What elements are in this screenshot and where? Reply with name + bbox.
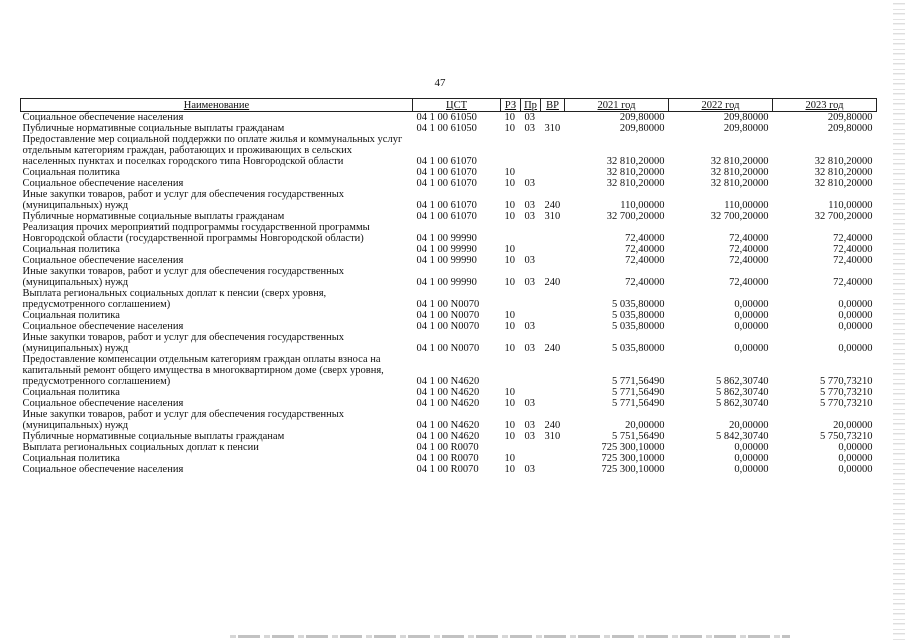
table-row — [21, 222, 877, 244]
row-2021: 72,40000 — [625, 244, 665, 255]
row-2023: 5 750,73210 — [820, 431, 873, 442]
row-2023: 0,00000 — [838, 343, 873, 354]
row-vr — [541, 464, 565, 475]
row-pr: 03 — [524, 277, 535, 288]
row-pr: 03 — [524, 343, 535, 354]
header-rz: РЗ — [501, 99, 521, 112]
row-2023: 5 770,73210 — [820, 387, 873, 398]
row-2021: 725 300,10000 — [601, 464, 665, 475]
row-2023: 0,00000 — [838, 442, 873, 453]
row-vr: 240 — [544, 420, 561, 431]
row-2022: 72,40000 — [729, 277, 769, 288]
row-2022: 110,00000 — [724, 200, 769, 211]
table-row — [21, 288, 877, 310]
row-cst: 04 1 00 99990 — [416, 233, 477, 244]
row-pr: 03 — [524, 178, 535, 189]
row-name: Иные закупки товаров, работ и услуг для обеспечения государственных (муниципальных) нужд — [22, 332, 345, 354]
row-rz — [501, 222, 521, 244]
row-2021: 5 035,80000 — [612, 343, 665, 354]
row-rz — [501, 134, 521, 167]
row-name: Социальная политика — [22, 453, 120, 464]
row-name: Социальная политика — [22, 310, 120, 321]
row-pr: 03 — [524, 211, 535, 222]
row-2022: 0,00000 — [734, 310, 769, 321]
row-2023: 72,40000 — [833, 233, 873, 244]
table-row — [21, 255, 877, 266]
row-rz: 10 — [504, 420, 515, 431]
row-cst: 04 1 00 N0070 — [416, 299, 480, 310]
row-name: Социальное обеспечение населения — [22, 321, 184, 332]
header-2022: 2022 год — [669, 99, 773, 112]
row-cst: 04 1 00 99990 — [416, 244, 477, 255]
row-2021: 72,40000 — [625, 255, 665, 266]
row-cst: 04 1 00 61070 — [416, 167, 477, 178]
scan-bottom-artifact — [230, 635, 790, 638]
row-rz: 10 — [504, 244, 515, 255]
row-name: Социальная политика — [22, 167, 120, 178]
table-row — [21, 453, 877, 464]
row-2023: 72,40000 — [833, 244, 873, 255]
table-row — [21, 332, 877, 354]
row-2022: 0,00000 — [734, 299, 769, 310]
row-pr — [521, 387, 541, 398]
table-header — [21, 99, 877, 112]
row-vr — [541, 178, 565, 189]
row-cst: 04 1 00 61070 — [416, 200, 477, 211]
row-vr — [541, 167, 565, 178]
table-row — [21, 211, 877, 222]
row-pr: 03 — [524, 112, 535, 123]
scan-edge-artifact — [893, 0, 905, 640]
row-pr: 03 — [524, 200, 535, 211]
row-2023: 110,00000 — [828, 200, 873, 211]
row-rz: 10 — [504, 167, 515, 178]
row-2022: 0,00000 — [734, 321, 769, 332]
row-name: Социальная политика — [22, 244, 120, 255]
row-vr — [541, 222, 565, 244]
row-2023: 0,00000 — [838, 321, 873, 332]
row-name: Иные закупки товаров, работ и услуг для обеспечения государственных (муниципальных) нужд — [22, 189, 345, 211]
row-name: Выплата региональных социальных доплат к пенсии — [22, 442, 259, 453]
row-name: Публичные нормативные социальные выплаты гражданам — [22, 123, 285, 134]
row-rz: 10 — [504, 310, 515, 321]
row-vr — [541, 244, 565, 255]
row-rz: 10 — [504, 321, 515, 332]
row-2023: 0,00000 — [838, 464, 873, 475]
table-row — [21, 167, 877, 178]
row-2021: 5 035,80000 — [612, 321, 665, 332]
row-cst: 04 1 00 N4620 — [416, 387, 480, 398]
row-2021: 5 771,56490 — [612, 387, 665, 398]
row-rz: 10 — [504, 453, 515, 464]
row-name: Социальное обеспечение населения — [22, 178, 184, 189]
row-vr — [541, 255, 565, 266]
row-pr — [521, 222, 541, 244]
row-2021: 725 300,10000 — [601, 453, 665, 464]
table-body — [21, 112, 877, 476]
row-pr: 03 — [524, 398, 535, 409]
row-cst: 04 1 00 N4620 — [416, 420, 480, 431]
row-vr — [541, 354, 565, 387]
row-name: Социальное обеспечение населения — [22, 398, 184, 409]
row-vr — [541, 112, 565, 124]
row-2021: 20,00000 — [625, 420, 665, 431]
row-name: Предоставление мер социальной поддержки по оплате жилья и коммунальных услуг отдельным категориям граждан, работающих и проживающих в сельских населенных пунктах и поселках городского типа Новгородской области — [22, 134, 403, 167]
row-vr — [541, 398, 565, 409]
row-cst: 04 1 00 N4620 — [416, 376, 480, 387]
row-vr — [541, 288, 565, 310]
row-cst: 04 1 00 N4620 — [416, 398, 480, 409]
row-2022: 72,40000 — [729, 244, 769, 255]
row-2022: 32 810,20000 — [710, 178, 769, 189]
row-vr: 310 — [544, 431, 561, 442]
budget-table — [20, 98, 877, 475]
row-2021: 72,40000 — [625, 277, 665, 288]
row-vr — [541, 134, 565, 167]
row-rz: 10 — [504, 464, 515, 475]
row-2022: 32 810,20000 — [710, 156, 769, 167]
row-2023: 209,80000 — [827, 123, 873, 134]
table-row — [21, 134, 877, 167]
row-pr: 03 — [524, 255, 535, 266]
header-vr: ВР — [541, 99, 565, 112]
row-2021: 32 810,20000 — [606, 178, 665, 189]
row-2023: 72,40000 — [833, 277, 873, 288]
row-2023: 0,00000 — [838, 453, 873, 464]
row-cst: 04 1 00 N0070 — [416, 321, 480, 332]
row-name: Выплата региональных социальных доплат к пенсии (сверх уровня, предусмотренного соглашением) — [22, 288, 327, 310]
row-2022: 0,00000 — [734, 442, 769, 453]
row-2021: 209,80000 — [619, 112, 665, 123]
row-2021: 209,80000 — [619, 123, 665, 134]
header-2021: 2021 год — [565, 99, 669, 112]
row-rz: 10 — [504, 277, 515, 288]
table-row — [21, 442, 877, 453]
row-cst: 04 1 00 R0070 — [416, 453, 479, 464]
row-2021: 32 810,20000 — [606, 156, 665, 167]
table-row — [21, 354, 877, 387]
row-2022: 0,00000 — [734, 343, 769, 354]
row-2023: 5 770,73210 — [820, 376, 873, 387]
row-2022: 209,80000 — [723, 112, 769, 123]
row-vr: 310 — [544, 123, 561, 134]
row-rz — [501, 288, 521, 310]
header-cst: ЦСТ — [413, 99, 501, 112]
row-vr: 240 — [544, 343, 561, 354]
row-2021: 5 751,56490 — [612, 431, 665, 442]
row-2022: 32 700,20000 — [710, 211, 769, 222]
row-name: Публичные нормативные социальные выплаты гражданам — [22, 431, 285, 442]
row-2021: 5 035,80000 — [612, 310, 665, 321]
row-pr — [521, 244, 541, 255]
row-2023: 20,00000 — [833, 420, 873, 431]
row-rz: 10 — [504, 343, 515, 354]
row-cst: 04 1 00 61050 — [416, 123, 477, 134]
row-name: Предоставление компенсации отдельным категориям граждан оплаты взноса на капитальный ремонт общего имущества в многоквартирном доме (сверх уровня, предусмотренного соглашением) — [22, 354, 384, 387]
row-2023: 0,00000 — [838, 299, 873, 310]
row-2023: 32 810,20000 — [814, 167, 873, 178]
row-2022: 5 862,30740 — [716, 398, 769, 409]
row-2021: 32 700,20000 — [606, 211, 665, 222]
row-2021: 110,00000 — [620, 200, 665, 211]
header-2023: 2023 год — [773, 99, 877, 112]
row-name: Публичные нормативные социальные выплаты гражданам — [22, 211, 285, 222]
row-2023: 32 810,20000 — [814, 178, 873, 189]
row-pr — [521, 354, 541, 387]
row-2022: 5 862,30740 — [716, 387, 769, 398]
row-pr — [521, 453, 541, 464]
row-vr — [541, 442, 565, 453]
row-vr — [541, 453, 565, 464]
row-rz: 10 — [504, 200, 515, 211]
row-rz: 10 — [504, 112, 515, 123]
row-2022: 72,40000 — [729, 255, 769, 266]
row-2023: 209,80000 — [827, 112, 873, 123]
row-name: Реализация прочих мероприятий подпрограммы государственной программы Новгородской области (государственной программы Новгородской области) — [22, 222, 370, 244]
row-name: Иные закупки товаров, работ и услуг для обеспечения государственных (муниципальных) нужд — [22, 266, 345, 288]
row-pr — [521, 442, 541, 453]
header-pr: Пр — [521, 99, 541, 112]
row-vr — [541, 321, 565, 332]
row-rz: 10 — [504, 431, 515, 442]
row-2021: 72,40000 — [625, 233, 665, 244]
row-pr: 03 — [524, 123, 535, 134]
table-row — [21, 464, 877, 475]
row-2021: 725 300,10000 — [601, 442, 665, 453]
row-2021: 5 771,56490 — [612, 398, 665, 409]
row-vr: 240 — [544, 277, 561, 288]
row-2023: 0,00000 — [838, 310, 873, 321]
row-vr: 310 — [544, 211, 561, 222]
row-pr — [521, 288, 541, 310]
row-cst: 04 1 00 N0070 — [416, 310, 480, 321]
row-2022: 0,00000 — [734, 464, 769, 475]
row-pr: 03 — [524, 420, 535, 431]
row-cst: 04 1 00 R0070 — [416, 464, 479, 475]
table-row — [21, 398, 877, 409]
table-row — [21, 387, 877, 398]
row-cst: 04 1 00 61070 — [416, 178, 477, 189]
row-cst: 04 1 00 61070 — [416, 211, 477, 222]
row-2022: 0,00000 — [734, 453, 769, 464]
row-vr: 240 — [544, 200, 561, 211]
row-name: Социальное обеспечение населения — [22, 464, 184, 475]
row-2023: 32 700,20000 — [814, 211, 873, 222]
table-row — [21, 178, 877, 189]
row-rz: 10 — [504, 398, 515, 409]
row-cst: 04 1 00 N4620 — [416, 431, 480, 442]
table-row — [21, 123, 877, 134]
row-2022: 72,40000 — [729, 233, 769, 244]
row-2022: 209,80000 — [723, 123, 769, 134]
table-row — [21, 112, 877, 124]
table-row — [21, 409, 877, 431]
row-pr: 03 — [524, 321, 535, 332]
row-2021: 32 810,20000 — [606, 167, 665, 178]
row-2022: 5 862,30740 — [716, 376, 769, 387]
row-pr — [521, 167, 541, 178]
row-rz: 10 — [504, 178, 515, 189]
header-name: Наименование — [21, 99, 413, 112]
row-cst: 04 1 00 61070 — [416, 156, 477, 167]
table-row — [21, 244, 877, 255]
row-pr: 03 — [524, 431, 535, 442]
row-rz: 10 — [504, 211, 515, 222]
row-2021: 5 035,80000 — [612, 299, 665, 310]
table-row — [21, 266, 877, 288]
row-2022: 20,00000 — [729, 420, 769, 431]
row-rz: 10 — [504, 255, 515, 266]
row-pr — [521, 310, 541, 321]
row-cst: 04 1 00 99990 — [416, 277, 477, 288]
row-name: Социальное обеспечение населения — [22, 112, 184, 123]
row-rz — [501, 442, 521, 453]
row-2022: 32 810,20000 — [710, 167, 769, 178]
row-2023: 32 810,20000 — [814, 156, 873, 167]
row-2022: 5 842,30740 — [716, 431, 769, 442]
row-name: Иные закупки товаров, работ и услуг для обеспечения государственных (муниципальных) нужд — [22, 409, 345, 431]
row-2023: 72,40000 — [833, 255, 873, 266]
row-rz — [501, 354, 521, 387]
row-cst: 04 1 00 N0070 — [416, 343, 480, 354]
table-row — [21, 431, 877, 442]
row-name: Социальная политика — [22, 387, 120, 398]
row-rz: 10 — [504, 387, 515, 398]
page-number: 47 — [434, 77, 446, 89]
row-name: Социальное обеспечение населения — [22, 255, 184, 266]
row-cst: 04 1 00 99990 — [416, 255, 477, 266]
row-rz: 10 — [504, 123, 515, 134]
row-2023: 5 770,73210 — [820, 398, 873, 409]
table-row — [21, 321, 877, 332]
row-pr: 03 — [524, 464, 535, 475]
row-cst: 04 1 00 61050 — [416, 112, 477, 123]
row-vr — [541, 387, 565, 398]
row-pr — [521, 134, 541, 167]
row-2021: 5 771,56490 — [612, 376, 665, 387]
table-row — [21, 310, 877, 321]
row-cst: 04 1 00 R0070 — [416, 442, 479, 453]
row-vr — [541, 310, 565, 321]
table-row — [21, 189, 877, 211]
